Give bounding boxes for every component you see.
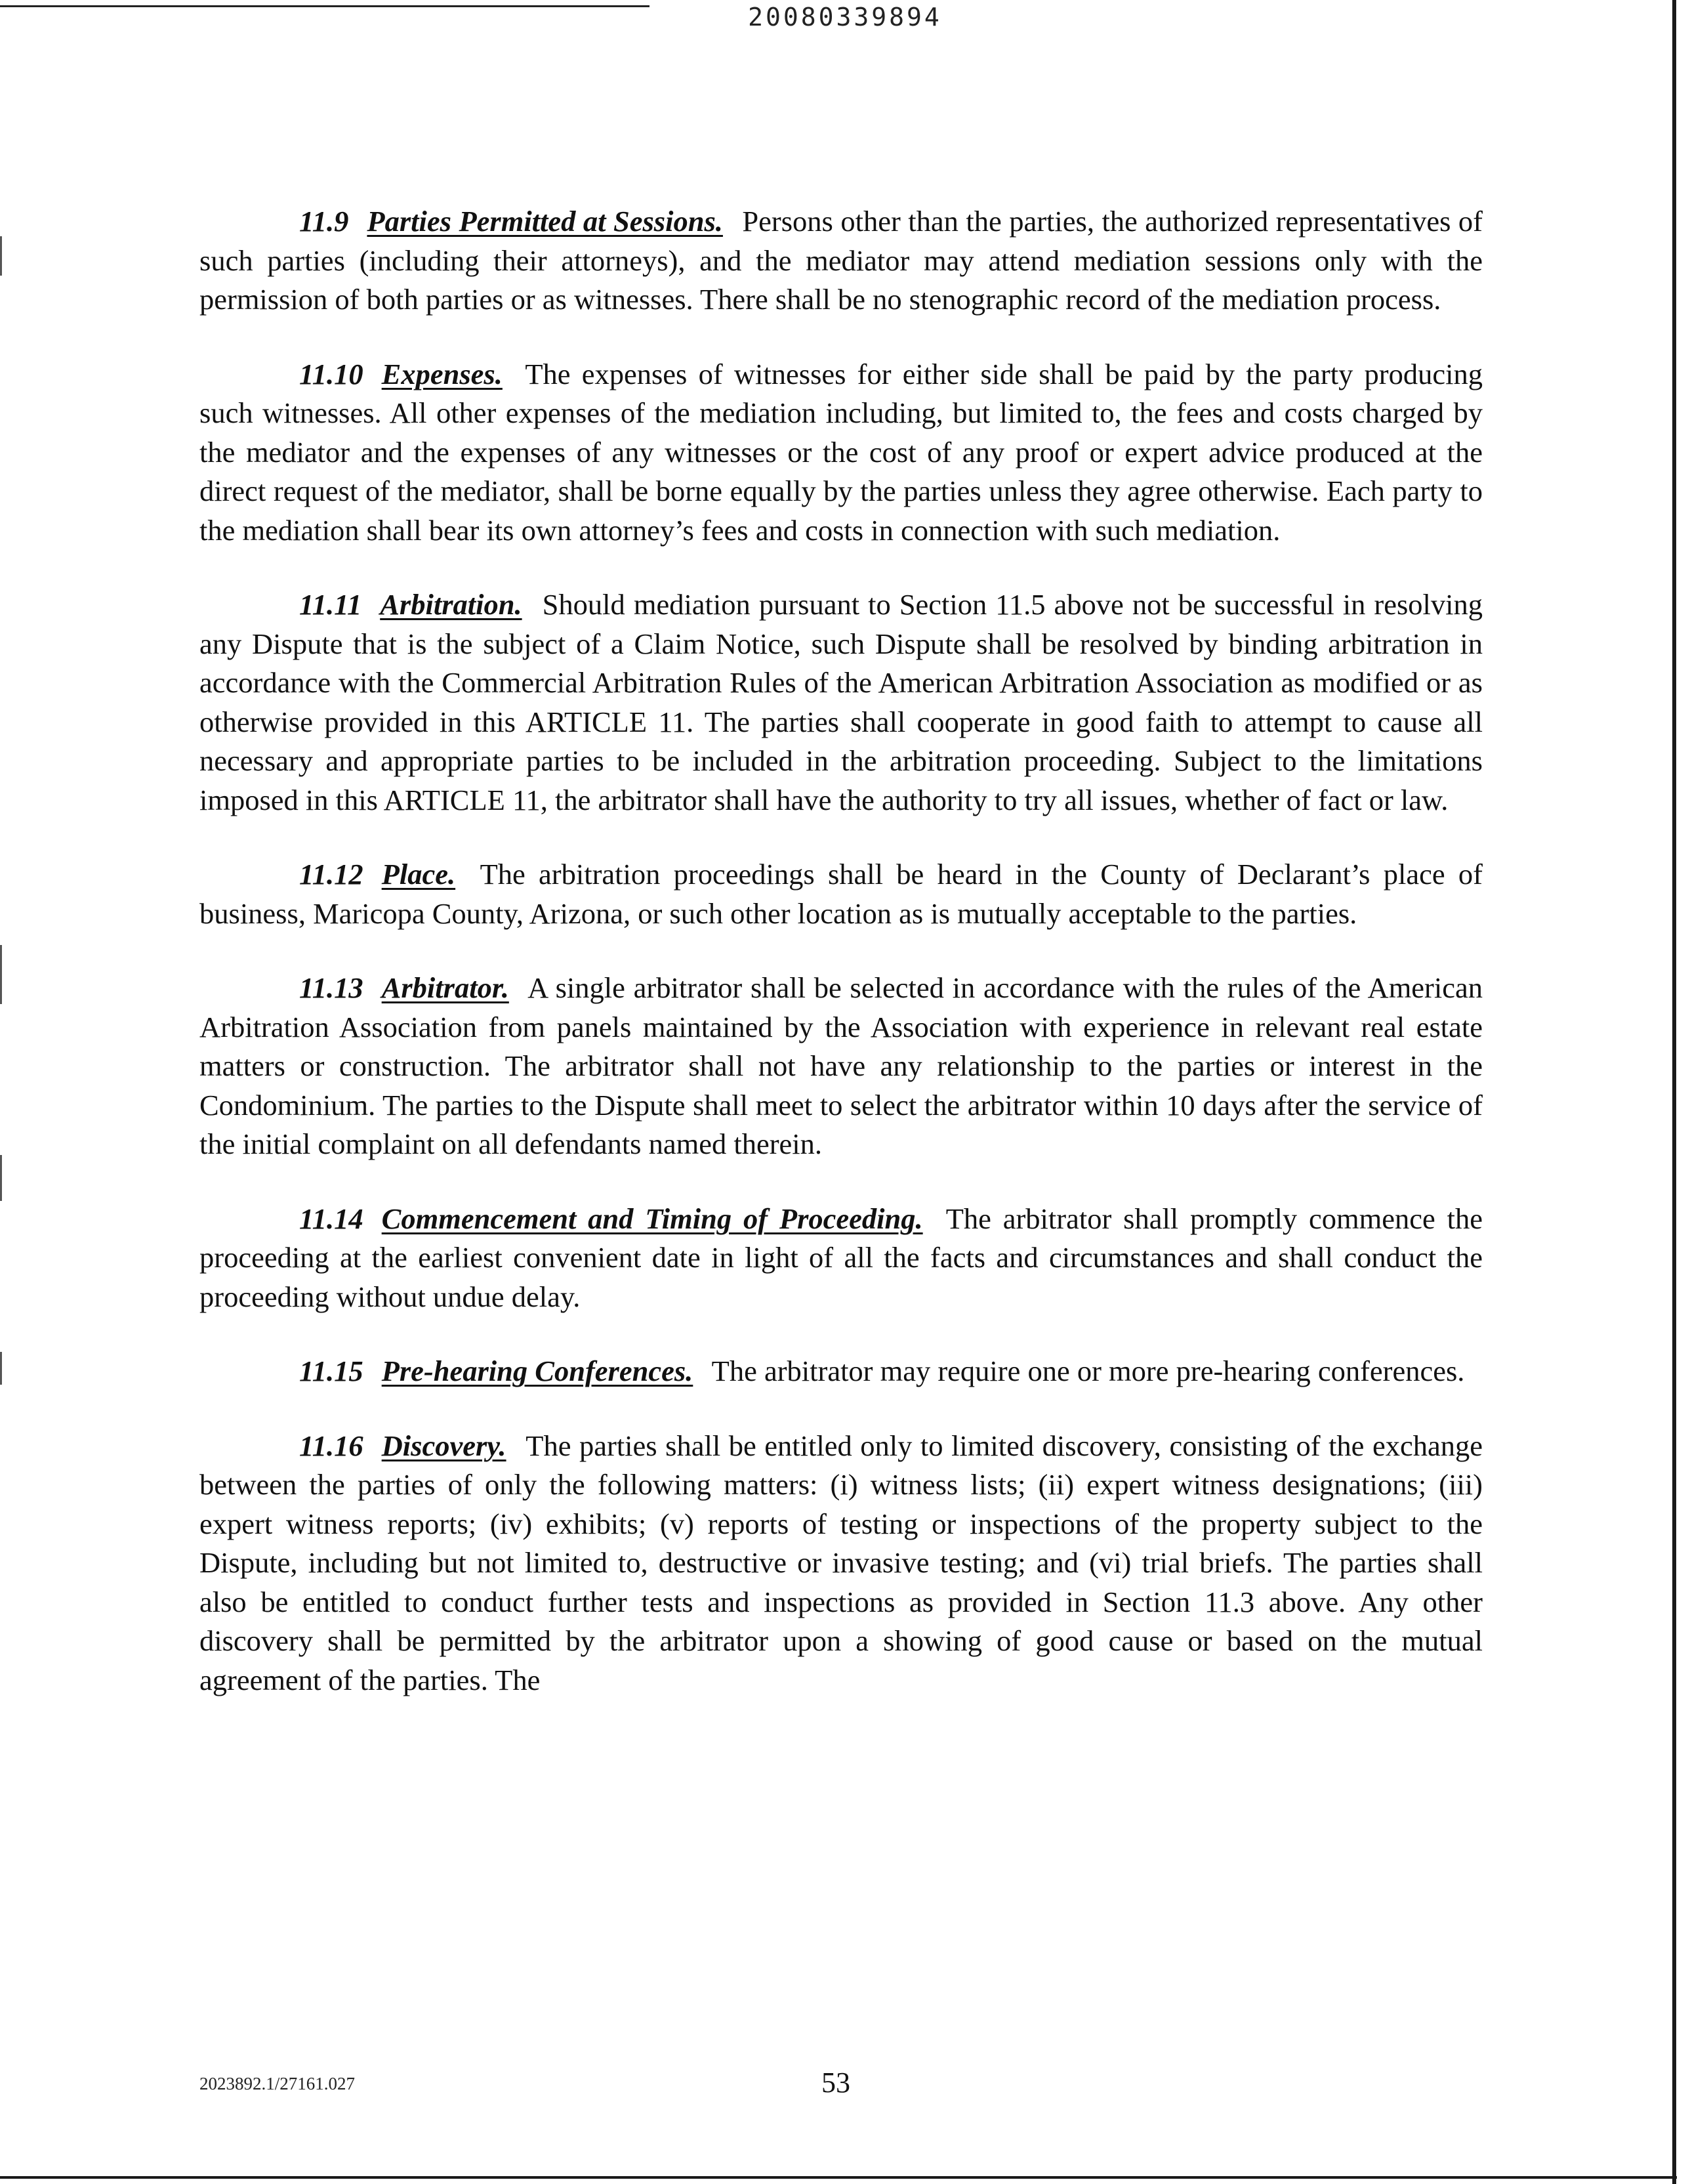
section-11-11 xyxy=(199,585,1483,820)
section-body: Persons other than the parties, the authorized representatives of such parties (including their attorneys), and the mediator may attend mediation sessions only with the permission of both parties or as witnesses. There shall be no stenographic record of the mediation process. xyxy=(199,205,1483,316)
section-number: 11.16 xyxy=(299,1429,363,1462)
section-heading: Arbitrator. xyxy=(381,971,509,1004)
section-11-9 xyxy=(199,202,1483,320)
page-number: 53 xyxy=(821,2067,850,2099)
section-11-13 xyxy=(199,969,1483,1164)
bottom-page-border xyxy=(0,2176,1677,2179)
section-heading: Arbitration. xyxy=(380,588,522,621)
section-heading: Pre-hearing Conferences. xyxy=(381,1354,693,1387)
document-body xyxy=(199,202,1483,1735)
section-11-14 xyxy=(199,1200,1483,1317)
section-11-12 xyxy=(199,855,1483,933)
section-number: 11.14 xyxy=(299,1202,363,1235)
section-body: The arbitration proceedings shall be heard in the County of Declarant’s place of business, Maricopa County, Arizona, or such other location as is mutually acceptable to the parties. xyxy=(199,858,1483,930)
recording-number: 20080339894 xyxy=(748,3,942,32)
section-11-10 xyxy=(199,355,1483,551)
section-heading: Expenses. xyxy=(381,357,503,390)
section-body: The expenses of witnesses for either side shall be paid by the party producing such witnesses. All other expenses of the mediation including, but limited to, the fees and costs charged by the mediator and the expenses of any witnesses or the cost of any proof or expert advice produced at the direct request of the mediator, shall be borne equally by the parties unless they agree otherwise. Each party to the mediation shall bear its own attorney’s fees and costs in connection with such mediation. xyxy=(199,357,1483,547)
scan-edge-mark xyxy=(0,945,2,1004)
scan-edge-mark xyxy=(0,1352,2,1385)
scan-edge-mark xyxy=(0,236,2,276)
section-body: The arbitrator may require one or more pre-hearing conferences. xyxy=(711,1354,1465,1387)
section-number: 11.10 xyxy=(299,357,363,390)
section-11-15 xyxy=(199,1352,1483,1391)
section-number: 11.11 xyxy=(299,588,362,621)
footer-document-code: 2023892.1/27161.027 xyxy=(199,2074,356,2093)
section-number: 11.13 xyxy=(299,971,363,1004)
section-number: 11.12 xyxy=(299,858,363,891)
section-body: Should mediation pursuant to Section 11.5 above not be successful in resolving any Dispute that is the subject of a Claim Notice, such Dispute shall be resolved by binding arbitration in accordance with the Commercial Arbitration Rules of the American Arbitration Association as modified or as otherwise provided in this ARTICLE 11. The parties shall cooperate in good faith to attempt to cause all necessary and appropriate parties to be included in the arbitration proceeding. Subject to the limitations imposed in this ARTICLE 11, the arbitrator shall have the authority to try all issues, whether of fact or law. xyxy=(199,588,1483,816)
scan-edge-mark xyxy=(0,1155,2,1201)
section-heading: Parties Permitted at Sessions. xyxy=(367,205,723,238)
section-body: A single arbitrator shall be selected in accordance with the rules of the American Arbitration Association from panels maintained by the Association with experience in relevant real estate matters or construction. The arbitrator shall not have any relationship to the parties or interest in the Condominium. The parties to the Dispute shall meet to select the arbitrator within 10 days after the service of the initial complaint on all defendants named therein. xyxy=(199,971,1483,1160)
section-heading: Place. xyxy=(381,858,456,891)
section-body: The parties shall be entitled only to limited discovery, consisting of the exchange between the parties of only the following matters: (i) witness lists; (ii) expert witness designations; (iii) expert witness reports; (iv) exhibits; (v) reports of testing or inspections of the property subject to the Dispute, including but not limited to, destructive or invasive testing; and (vi) trial briefs. The parties shall also be entitled to conduct further tests and inspections as provided in Section 11.3 above. Any other discovery shall be permitted by the arbitrator upon a showing of good cause or based on the mutual agreement of the parties. The xyxy=(199,1429,1483,1696)
section-heading: Commencement and Timing of Proceeding. xyxy=(381,1202,923,1235)
section-number: 11.9 xyxy=(299,205,349,238)
right-page-border xyxy=(1672,0,1676,2184)
section-body: The arbitrator shall promptly commence the proceeding at the earliest convenient date in light of all the facts and circumstances and shall conduct the proceeding without undue delay. xyxy=(199,1202,1483,1313)
section-heading: Discovery. xyxy=(381,1429,506,1462)
section-number: 11.15 xyxy=(299,1354,363,1387)
section-11-16 xyxy=(199,1427,1483,1700)
